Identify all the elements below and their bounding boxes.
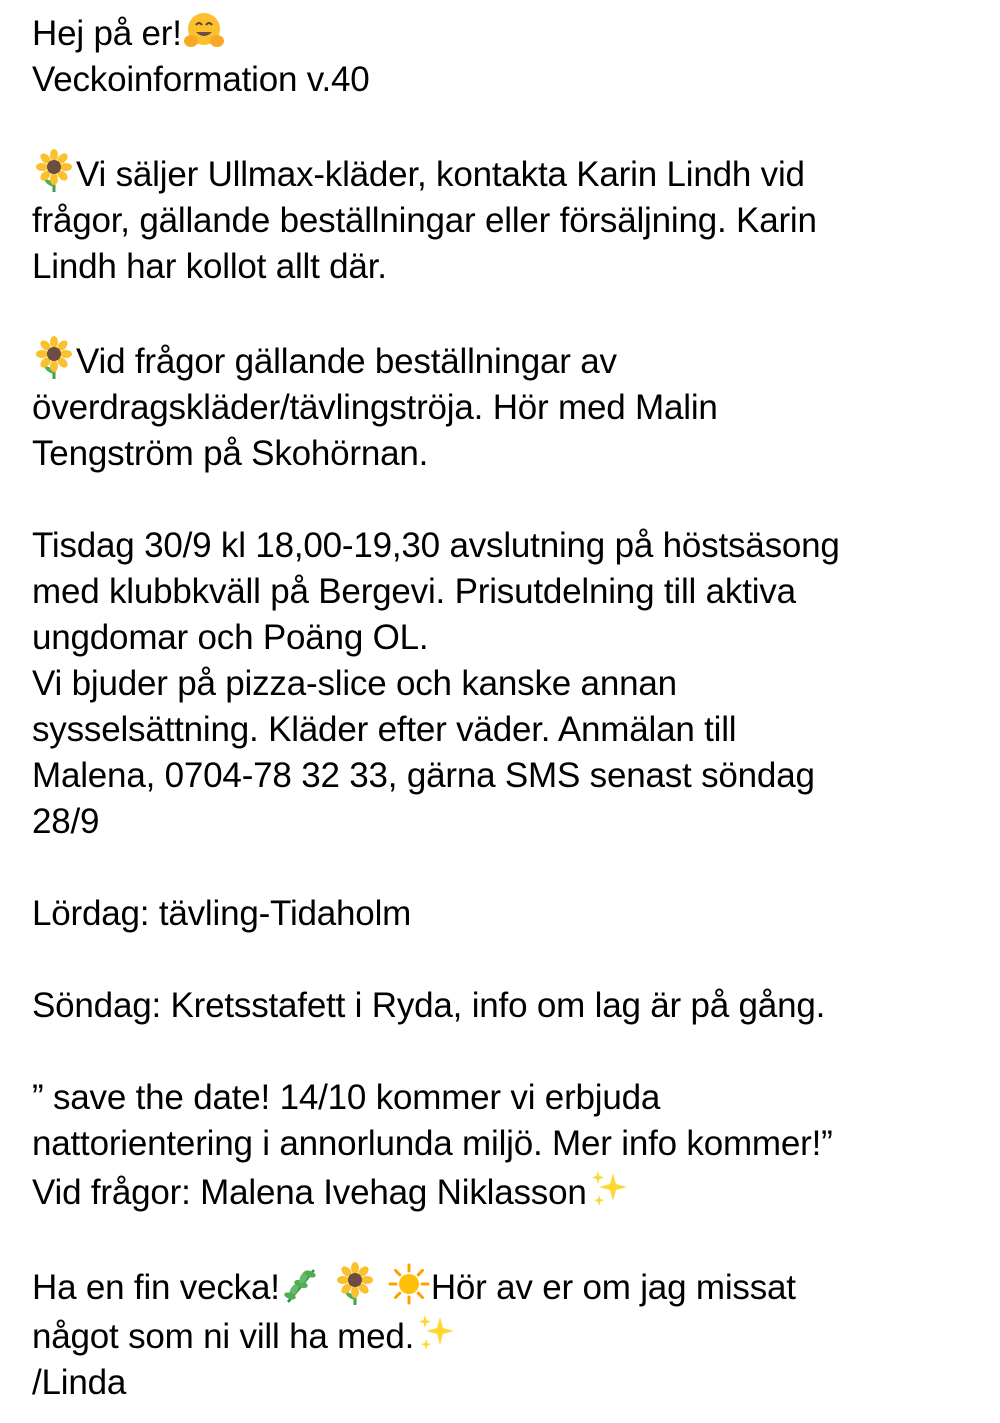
p2-line-2: Tengström på Skohörnan. <box>32 434 429 473</box>
p4-text-2: Vid frågor: Malena Ivehag Niklasson <box>32 1173 587 1212</box>
p2-line-1: överdragskläder/tävlingströja. Hör med Malin <box>32 388 718 427</box>
p3-line-4: sysselsättning. Kläder efter väder. Anmälan till <box>32 710 737 749</box>
saturday-line: Lördag: tävling-Tidaholm <box>32 894 412 933</box>
greeting-line <box>32 8 982 57</box>
week-title: Veckoinformation v.40 <box>32 60 370 99</box>
p3-line-1: med klubbkväll på Bergevi. Prisutdelning till aktiva <box>32 572 796 611</box>
sunday-line: Söndag: Kretsstafett i Ryda, info om lag är på gång. <box>32 986 826 1025</box>
p4-line-0: ” save the date! 14/10 kommer vi erbjuda <box>32 1078 661 1117</box>
p4-line-2 <box>32 1167 982 1216</box>
closing-text-2: Hör av er om jag missat <box>430 1268 796 1307</box>
sparkles-icon <box>587 1167 631 1211</box>
closing-text-1: Ha en fin vecka! <box>32 1268 280 1307</box>
p1-line-2: Lindh har kollot allt där. <box>32 247 387 286</box>
p2-line-0 <box>32 336 982 385</box>
hugging-face-icon <box>182 8 226 52</box>
p2-text-0: Vid frågor gällande beställningar av <box>76 342 617 381</box>
sparkles-icon <box>414 1311 458 1355</box>
signature: /Linda <box>32 1363 127 1402</box>
sunflower-icon <box>32 149 76 193</box>
message-body <box>32 8 982 1406</box>
closing-text-3: något som ni vill ha med. <box>32 1317 415 1356</box>
p3-line-6: 28/9 <box>32 802 100 841</box>
herb-icon <box>280 1262 324 1306</box>
p3-line-0: Tisdag 30/9 kl 18,00-19,30 avslutning på höstsäsong <box>32 526 840 565</box>
sun-icon <box>387 1262 431 1306</box>
closing-line-2 <box>32 1311 982 1360</box>
greeting-text: Hej på er! <box>32 14 182 53</box>
p4-line-1: nattorientering i annorlunda miljö. Mer info kommer!” <box>32 1124 833 1163</box>
p1-text-0: Vi säljer Ullmax-kläder, kontakta Karin Lindh vid <box>76 155 805 194</box>
p3-line-3: Vi bjuder på pizza-slice och kanske annan <box>32 664 677 703</box>
p1-line-1: frågor, gällande beställningar eller försäljning. Karin <box>32 201 817 240</box>
p3-line-5: Malena, 0704-78 32 33, gärna SMS senast söndag <box>32 756 815 795</box>
p1-line-0 <box>32 149 982 198</box>
p3-line-2: ungdomar och Poäng OL. <box>32 618 429 657</box>
closing-line-1 <box>32 1262 982 1311</box>
sunflower-icon <box>333 1262 377 1306</box>
sunflower-icon <box>32 336 76 380</box>
